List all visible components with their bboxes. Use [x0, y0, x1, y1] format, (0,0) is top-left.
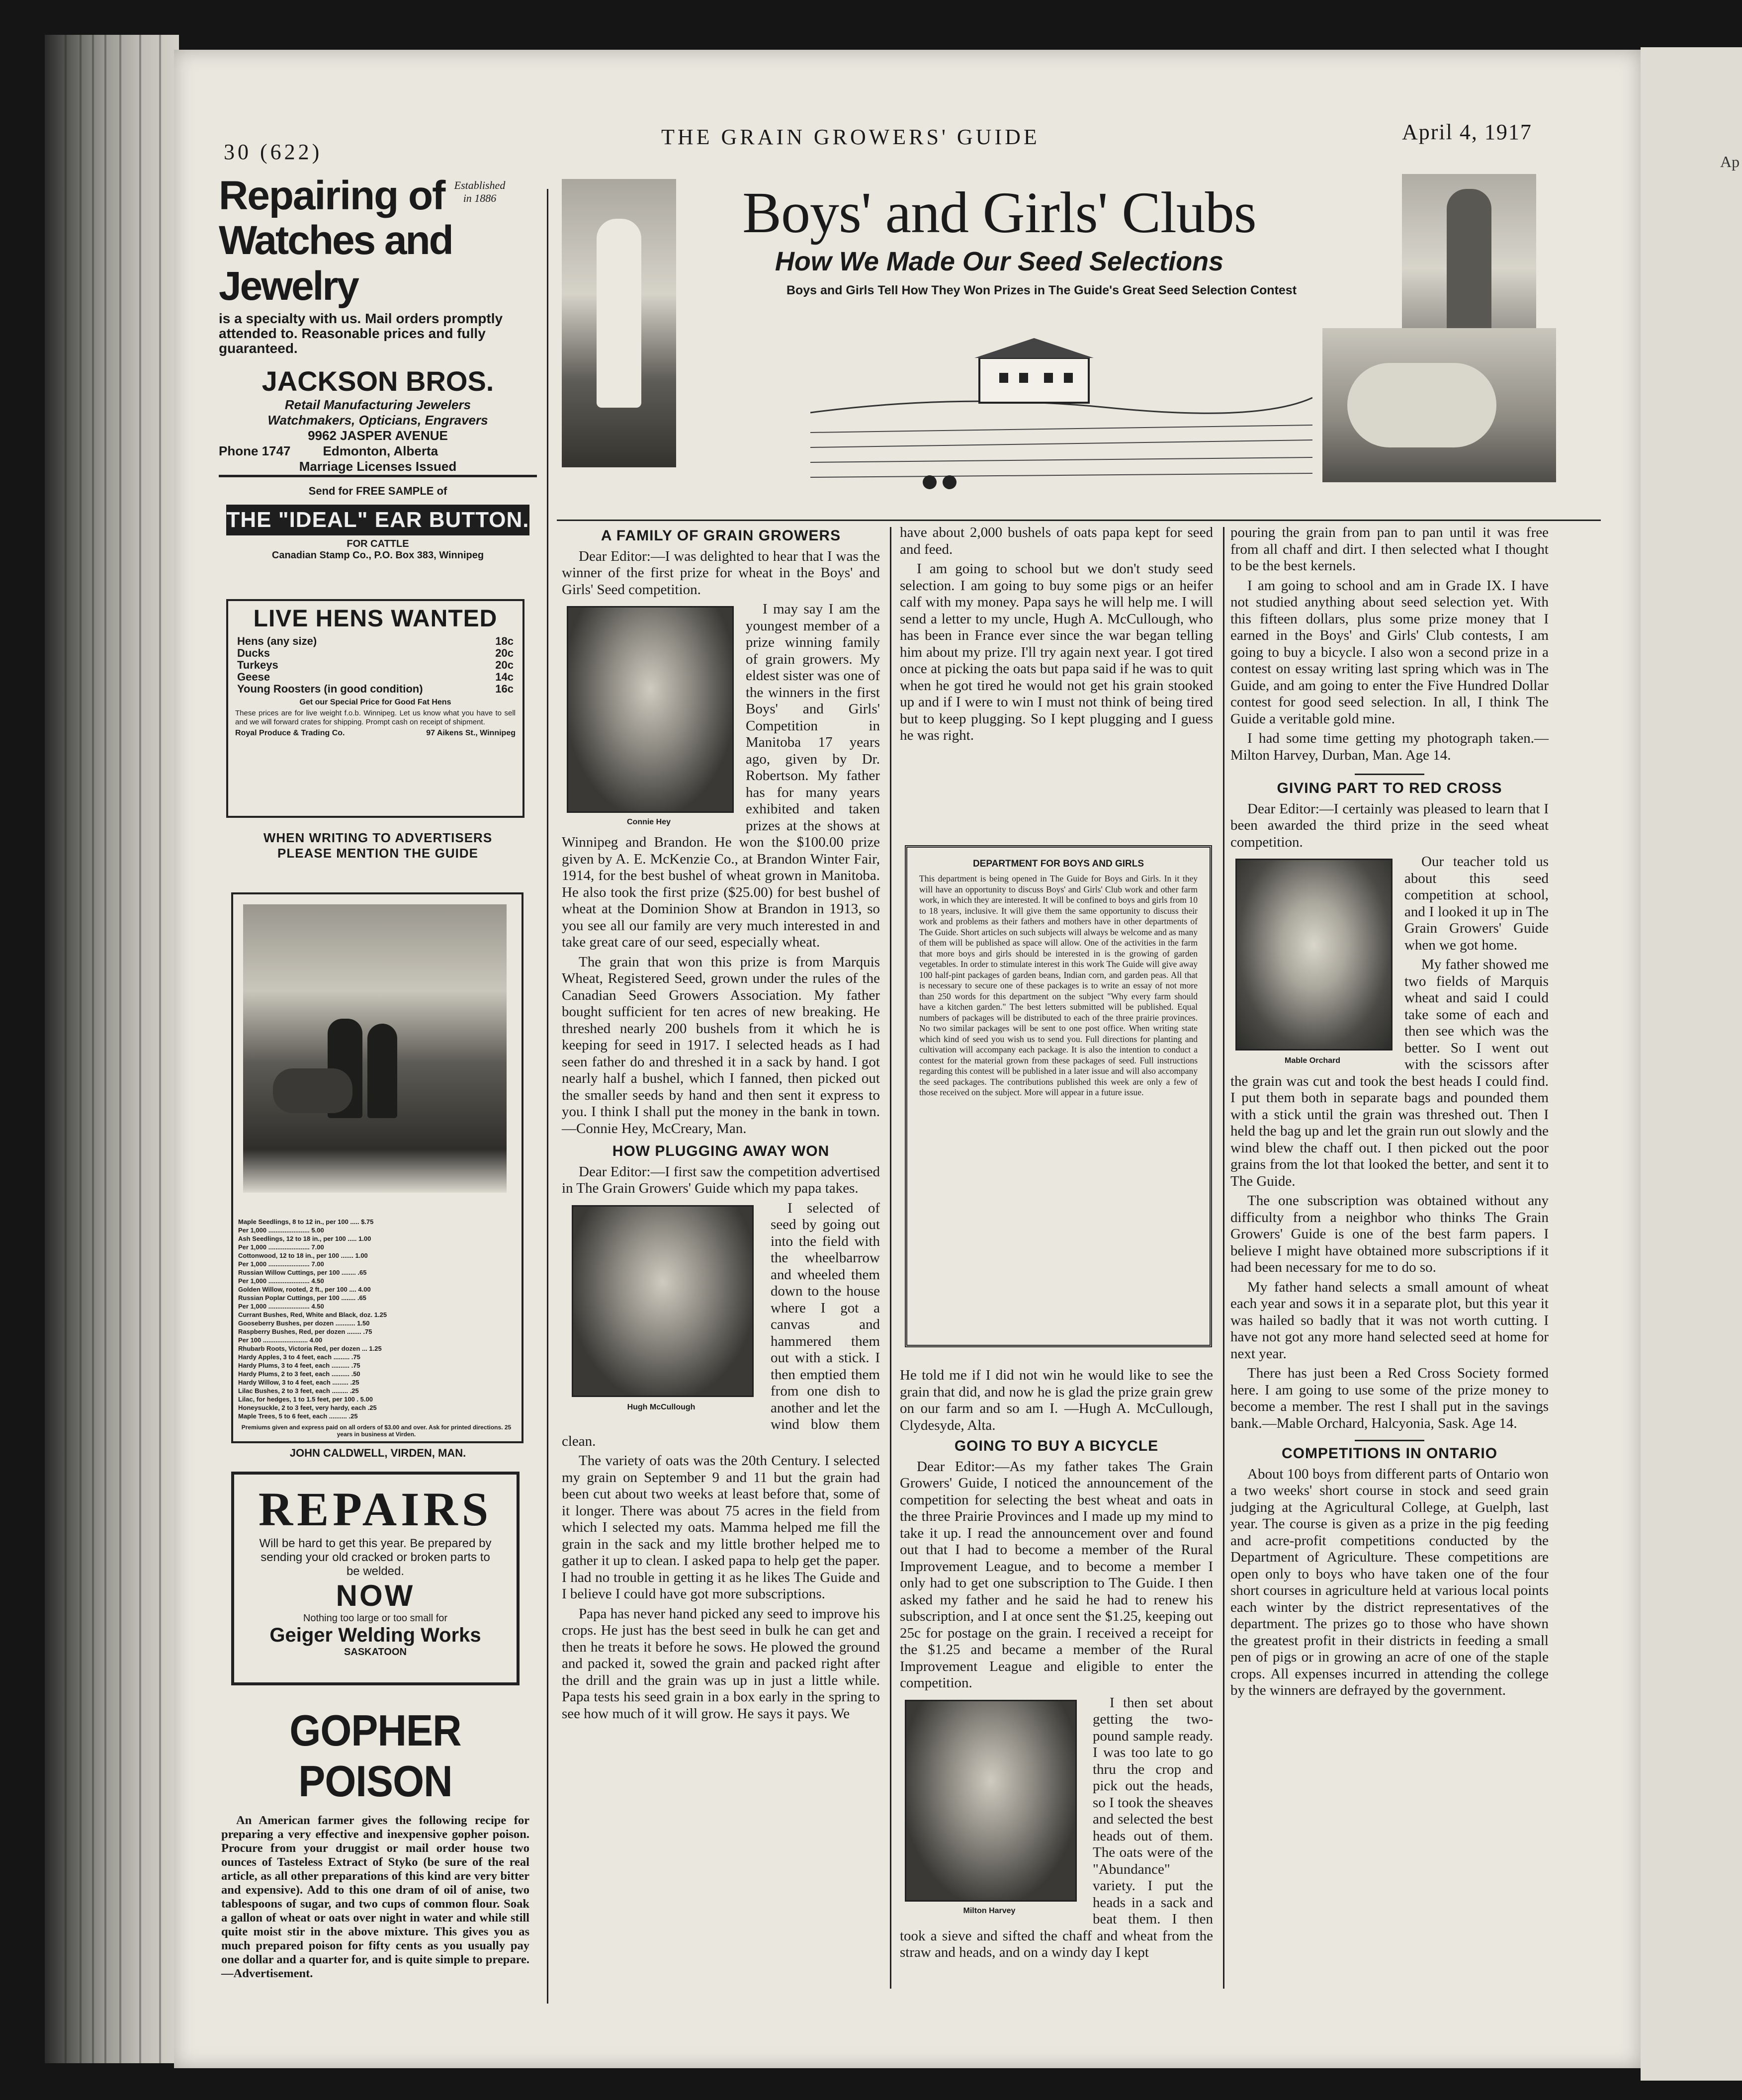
hugh-photo-frame	[562, 1205, 761, 1414]
masthead: THE GRAIN GROWERS' GUIDE	[661, 125, 1040, 149]
redcross-p2: Our teacher told us about this seed competition at school, and I looked it up in The Grain Growers' Guide when we got home.	[1404, 854, 1549, 953]
nursery-price-row: Currant Bushes, Red, White and Black, doz. 1.25	[238, 1311, 387, 1318]
hens-ad-special: Get our Special Price for Good Fat Hens	[299, 698, 451, 706]
pig-photo	[1322, 328, 1556, 482]
bicycle-p5: I had some time getting my photograph taken.—Milton Harvey, Durban, Man. Age 14.	[1230, 730, 1549, 763]
column-rule	[547, 189, 548, 2004]
nursery-price-row: Russian Poplar Cuttings, per 100 ........ .65	[238, 1294, 366, 1302]
repairs-ad-small: Nothing too large or too small for	[303, 1613, 448, 1624]
nursery-price-row: Maple Seedlings, 8 to 12 in., per 100 ..... $.75	[238, 1218, 374, 1225]
divider	[1355, 1440, 1424, 1441]
hens-price: 14c	[495, 671, 514, 683]
bicycle-p1: Dear Editor:—As my father takes The Grain Growers' Guide, I noticed the announcement of the competition for selecting the best wheat and oats in the three Prairie Provinces and I made up my mind to take it up. I read the announcement over and found out that I had to become a member of the Rural Improvement League, and to become a member I only had to get one subscription to The Guide. I then asked my father and he said he had to renew his subscription, and I at once sent the $1.25, keeping out 25c for postage on the grain. I received a receipt for the $1.25 and became a member of the Rural Improvement League and eligible to enter the competition.	[900, 1458, 1213, 1691]
nursery-price-row: Hardy Willow, 3 to 4 feet, each ......... .25	[238, 1379, 359, 1386]
jewelry-ad-title-1: Repairing of	[219, 173, 445, 218]
nursery-ad	[231, 892, 523, 1443]
mable-orchard-photo	[1235, 859, 1393, 1050]
plugging-p4: Papa has never hand picked any seed to improve his crops. He just has the best seed in bulk he can get and then he treats it before he sows. He plowed the ground and packed it, sowed the grain and packed right after the drill and the grain was up in just a little while. Papa tests his seed grain in a box early in the spring to see how much of it will grow. He says it pays. We	[562, 1605, 880, 1722]
jewelry-ad-established: Established in 1886	[454, 179, 506, 204]
hens-price: 16c	[495, 683, 514, 695]
girl-in-garden-photo	[562, 179, 676, 467]
nursery-price-row: Golden Willow, rooted, 2 ft., per 100 .... 4.00	[238, 1286, 371, 1293]
earbutton-ad-name: THE "IDEAL" EAR BUTTON.	[226, 505, 529, 535]
repairs-ad-title: REPAIRS	[258, 1483, 493, 1536]
article-bicycle	[900, 1367, 1213, 1964]
family-p1: Dear Editor:—I was delighted to hear that I was the winner of the first prize for wheat in the Boys' and Girls' Seed competition.	[562, 548, 880, 598]
nursery-price-row: Russian Willow Cuttings, per 100 ........ .65	[238, 1269, 367, 1276]
hens-item: Hens (any size)	[237, 635, 317, 647]
hens-ad	[226, 599, 524, 818]
ontario-p1: About 100 boys from different parts of Ontario won a two weeks' short course in stock and seed grain judging at the Agricultural College, at Guelph, last year. The course is given as a prize in the pig feeding and acre-profit competitions conducted by the Department of Agriculture. These competitions are open only to boys who have taken one of the four short courses in agriculture held at various local points each winter by the district representatives of the department. The prizes go to those who have shown the greatest profit in their districts in feeding a small pen of pigs or in growing an acre of one of the staple crops. All expenses incurred in attending the college by the winners are defrayed by the government.	[1230, 1466, 1549, 1698]
jewelry-ad-line-1: Retail Manufacturing Jewelers	[284, 397, 471, 412]
hens-item: Geese	[237, 671, 270, 683]
hens-price: 18c	[495, 635, 514, 647]
nursery-price-row: Ash Seedlings, 12 to 18 in., per 100 ..... 1.00	[238, 1235, 371, 1242]
redcross-p5: My father hand selects a small amount of wheat each year and sows it in a separate plot, but this year it was hailed so badly that it was not worth cutting. I have not got any more hand selected seed at home for next year.	[1230, 1279, 1549, 1362]
nursery-price-row: Lilac Bushes, 2 to 3 feet, each ......... .25	[238, 1387, 359, 1395]
department-headline: DEPARTMENT FOR BOYS AND GIRLS	[972, 859, 1144, 869]
earbutton-ad-for: FOR CATTLE	[347, 538, 409, 549]
nursery-price-row: Gooseberry Bushes, per dozen ........... 1.50	[238, 1319, 370, 1327]
department-body: This department is being opened in The Guide for Boys and Girls. In it they will have an opportunity to discuss Boys' and Girls' Club work and other farm work, in which they are interested. It will be confined to boys and girls from 10 to 18 years, inclusive. It will give them the same opportunity to discuss their work and problems as their fathers and mothers have in other departments of The Guide. Short articles on such subjects will always be welcome and as many of them will be published as space will allow. One of the activities in the farm that more boys and girls should be interested in is the growing of garden vegetables. In order to stimulate interest in this work The Guide will give away 100 half-pint packages of garden beans, Indian corn, and garden peas. All that is necessary to secure one of these packages is to write an essay of not more than 250 words for this department on the subject "Why every farm should have a kitchen garden." The best letters submitted will be published. Equal numbers of packages will be distributed to each of the three prairie provinces. No two similar packages will be sent to one post office. When writing state which kind of seed you wish us to send you. Full directions for planting and cultivation will accompany each package. It is also the intention to conduct a contest for the material grown from these packages of seed. Full instructions regarding this contest will be published in a later issue and will also accompany the seed packages. The contributions published this week are only a few of those received on the subject. More will appear in a future issue.	[919, 874, 1198, 1097]
facing-page-edge	[1641, 47, 1742, 2081]
hens-item: Young Roosters (in good condition)	[237, 683, 423, 695]
banner-title: Boys' and Girls' Clubs	[742, 180, 1256, 245]
caption-milton: Milton Harvey	[963, 1906, 1016, 1915]
plugging-p1: Dear Editor:—I first saw the competition advertised in The Grain Growers' Guide which my papa takes.	[562, 1163, 880, 1196]
hugh-mccullough-photo	[572, 1205, 754, 1397]
hens-price-list	[237, 635, 514, 695]
hens-price-row	[237, 659, 514, 671]
hens-price-row	[237, 671, 514, 683]
hens-price: 20c	[495, 659, 514, 671]
jewelry-ad-title-2: Watches and Jewelry	[219, 218, 452, 309]
caption-mable: Mable Orchard	[1284, 1056, 1341, 1065]
nursery-price-row: Hardy Apples, 3 to 4 feet, each ......... .75	[238, 1353, 360, 1361]
hens-ad-note: These prices are for live weight f.o.b. Winnipeg. Let us know what you have to sell and we will forward crates for shipping. Prompt cash on receipt of shipment.	[235, 709, 516, 726]
repairs-ad	[231, 1472, 520, 1685]
banner-rule	[557, 520, 1601, 521]
hens-price-row	[237, 635, 514, 647]
bicycle-p3: pouring the grain from pan to pan until it was free from all chaff and dirt. I then selected what I thought to be the best kernels.	[1230, 525, 1549, 574]
divider	[1355, 774, 1424, 775]
nursery-price-row: Lilac, for hedges, 1 to 1.5 feet, per 100 . 5.00	[238, 1396, 373, 1403]
department-for-boys-and-girls	[905, 845, 1212, 1347]
hens-ad-title: LIVE HENS WANTED	[253, 606, 498, 632]
hens-price: 20c	[495, 647, 514, 659]
banner-subtitle: How We Made Our Seed Selections	[775, 247, 1224, 276]
banner-tagline: Boys and Girls Tell How They Won Prizes in The Guide's Great Seed Selection Contest	[786, 283, 1297, 297]
boys-girls-banner	[562, 174, 1596, 522]
nursery-price-row: Hardy Plums, 2 to 3 feet, each .......... .50	[238, 1370, 360, 1378]
jewelry-ad	[219, 174, 537, 474]
milton-photo-frame	[900, 1700, 1084, 1919]
article-bicycle-continued	[1230, 525, 1549, 1702]
repairs-ad-city: SASKATOON	[344, 1647, 407, 1658]
issue-date: April 4, 1917	[1402, 120, 1532, 144]
article-plugging-continued	[900, 525, 1213, 747]
nursery-price-row: Per 1,000 ....................... 4.50	[238, 1277, 324, 1285]
hens-price-row	[237, 683, 514, 695]
nursery-price-row: Honeysuckle, 2 to 3 feet, very hardy, each .25	[238, 1404, 377, 1411]
page-number: 30 (622)	[224, 140, 323, 164]
gopher-ad	[221, 1705, 529, 1981]
hens-price-row	[237, 647, 514, 659]
article-family-of-grain-growers	[562, 525, 880, 1725]
bicycle-p4: I am going to school and am in Grade IX. I have not studied anything about seed selection yet. With this fifteen dollars, plus some prize money that I earned in the Boys' and Girls' Club contests, I am going to buy a bicycle. I also won a second prize in a contest on essay writing last spring which was in The Guide, and am going to enter the Five Hundred Dollar contest for good seed selection. In all, I think The Guide a veritable gold mine.	[1230, 577, 1549, 727]
book-spine	[45, 35, 179, 2063]
winter-deer-photo	[243, 904, 507, 1193]
facing-page-header: Ap	[1720, 153, 1740, 171]
connie-photo-frame	[562, 606, 736, 825]
connie-hey-photo	[567, 606, 734, 813]
redcross-p6: There has just been a Red Cross Society formed here. I am going to use some of the prize money to become a member. The rest I shall put in the savings bank.—Mable Orchard, Halcyonia, Sask. Age 14.	[1230, 1365, 1549, 1431]
headline-family: A FAMILY OF GRAIN GROWERS	[601, 527, 841, 544]
gopher-ad-title: GOPHER POISON	[289, 1706, 461, 1806]
bicycle-p2: I then set about getting the two-pound sample ready. I was too late to go thru the crop and pick out the heads, so I took the sheaves and selected the best heads out of them. The oats were of the "Abundance" variety. I put the heads in a sack and beat them. I then took a sieve and sifted the chaff and wheat from the straw and heads, and on a windy day I kept	[900, 1694, 1213, 1960]
caption-connie: Connie Hey	[626, 818, 671, 826]
repairs-ad-body: Will be hard to get this year. Be prepared by sending your old cracked or broken parts to be welded.	[259, 1537, 492, 1578]
earbutton-ad-address: Canadian Stamp Co., P.O. Box 383, Winnipeg	[271, 550, 484, 561]
jewelry-ad-line-3: 9962 JASPER AVENUE	[308, 428, 448, 443]
hens-ad-company: Royal Produce & Trading Co.	[235, 729, 345, 737]
headline-bicycle: GOING TO BUY A BICYCLE	[954, 1438, 1159, 1454]
nursery-ad-company: JOHN CALDWELL, VIRDEN, MAN.	[289, 1447, 466, 1459]
nursery-price-list	[238, 1218, 515, 1420]
headline-redcross: GIVING PART TO RED CROSS	[1277, 780, 1502, 796]
milton-harvey-photo	[905, 1700, 1077, 1902]
hens-item: Ducks	[237, 647, 270, 659]
nursery-price-row: Per 1,000 ....................... 4.50	[238, 1303, 324, 1310]
jewelry-ad-line-4: Phone 1747 Edmonton, Alberta	[219, 443, 438, 458]
redcross-p4: The one subscription was obtained without any difficulty from a neighbor who thinks The Grain Growers' Guide is one of the best farm papers. I believe I might have obtained more subscriptions if it had been necessary for me to do so.	[1230, 1193, 1549, 1275]
jewelry-ad-line-2: Watchmakers, Opticians, Engravers	[267, 413, 488, 428]
plugging-p6: I am going to school but we don't study seed selection. I am going to buy some pigs or an heifer calf with my money. Papa says he will help me. I will send a letter to my uncle, Hugh A. McCullough, who has been in France ever since the war began telling him about my prize. I'll try again next year. I got tired once at picking the oats but papa said if he was to quit when he got tired he would not get his grain stooked up and if I were to win I must not think of being tired but to keep plugging. So I kept plugging and I guess he was right.	[900, 561, 1213, 743]
newspaper-page	[174, 50, 1641, 2068]
mention-guide-line-1: WHEN WRITING TO ADVERTISERS	[263, 830, 493, 845]
hens-item: Turkeys	[237, 659, 278, 671]
caption-hugh: Hugh McCullough	[627, 1402, 696, 1411]
nursery-price-row: Raspberry Bushes, Red, per dozen ........ .75	[238, 1328, 372, 1335]
earbutton-ad	[219, 485, 537, 561]
family-p2: I may say I am the youngest member of a prize winning family of grain growers. My eldest sister was one of the winners in the first Boys' and Girls' Competition in Manitoba 17 years ago, given by Dr. Robertson. My father has for many years exhibited and taken prizes at the shows at Winnipeg and Brandon. He won the $100.00 prize given by A. E. McKenzie Co., at Brandon Winter Fair, 1914, for the best bushel of wheat grown in Manitoba. He also took the first prize ($25.00) for best bushel of wheat at the Dominion Show at Brandon in 1913, so you see all our family are very much interested in and take great care of our seed, especially wheat.	[562, 601, 880, 950]
nursery-ad-note: Premiums given and express paid on all orders of $3.00 and over. Ask for printed directions. 25 years in business at Virden.	[241, 1424, 512, 1438]
earbutton-ad-top: Send for FREE SAMPLE of	[308, 485, 447, 497]
farm-landscape-illustration	[810, 338, 1312, 497]
mention-guide-line-2: PLEASE MENTION THE GUIDE	[277, 846, 478, 861]
headline-ontario: COMPETITIONS IN ONTARIO	[1281, 1445, 1498, 1462]
headline-plugging: HOW PLUGGING AWAY WON	[612, 1143, 830, 1159]
jewelry-ad-line-5: Marriage Licenses Issued	[299, 459, 457, 474]
nursery-price-row: Per 1,000 ....................... 7.00	[238, 1243, 324, 1251]
divider	[219, 475, 537, 477]
nursery-price-row: Hardy Plums, 3 to 4 feet, each .......... .75	[238, 1362, 360, 1369]
column-rule	[1223, 527, 1224, 1989]
redcross-p3: My father showed me two fields of Marquis wheat and said I could take some of each and then see which was the better. So I went out with the scissors after the grain was cut and took the best heads I could find. I put them both in separate bags and pounded them with a stick until the grain was threshed out. Then I held the bag up and let the grain run out slowly and the wind blew the chaff out. I then picked out the poor grains from the lot that looked the better, and sent it to The Guide.	[1230, 957, 1549, 1189]
nursery-price-row: Per 1,000 ....................... 7.00	[238, 1260, 324, 1268]
gopher-ad-body: An American farmer gives the following recipe for preparing a very effective and inexpensive gopher poison. Procure from your druggist or mail order house two ounces of Tasteless Extract of Styko (be sure of the real article, as all other preparations of this kind are very bitter and expensive). Add to this one dram of oil of anise, two tablespoons of sugar, and two cups of common flour. Soak a gallon of wheat or oats over night in water and while still quite moist stir in the above mixture. This gives you as much prepared poison for fifty cents as you usually pay one dollar and a quarter for, and is quite simple to prepare.—Advertisement.	[221, 1814, 529, 1980]
jewelry-ad-company: JACKSON BROS.	[261, 365, 494, 397]
plugging-p2: I selected of seed by going out into the field with the wheelbarrow and wheeled them down to the house where I got a canvas and hammered them out with a stick. I then emptied them from one dish to another and let the wind blow them clean.	[562, 1200, 880, 1449]
nursery-price-row: Per 1,000 ....................... 5.00	[238, 1226, 324, 1234]
column-rule	[890, 527, 891, 1989]
nursery-price-row: Maple Trees, 5 to 6 feet, each .......... .25	[238, 1412, 358, 1420]
redcross-p1: Dear Editor:—I certainly was pleased to learn that I been awarded the third prize in the seed wheat competition.	[1230, 800, 1549, 850]
mable-photo-frame	[1230, 859, 1394, 1067]
plugging-p3: The variety of oats was the 20th Century. I selected my grain on September 9 and 11 but the grain had been cut about two weeks at least before that, some of it longer. There was about 75 acres in the field from which I selected my oats. Mamma helped me fill the grain in the sack and my little brother helped me to gather it up to clean. I asked papa to help get the paper. I had no trouble in getting it as he likes The Guide and I believe I could have got more subscriptions.	[562, 1453, 880, 1602]
plugging-p7: He told me if I did not win he would like to see the grain that did, and now he is glad the prize grain grew on our farm and so am I. —Hugh A. McCullough, Clydesyde, Alta.	[900, 1367, 1213, 1433]
plugging-p5: have about 2,000 bushels of oats papa kept for seed and feed.	[900, 525, 1213, 557]
jewelry-ad-body: is a specialty with us. Mail orders promptly attended to. Reasonable prices and fully guaranteed.	[219, 311, 503, 356]
repairs-ad-now: NOW	[336, 1579, 415, 1612]
nursery-price-row: Cottonwood, 12 to 18 in., per 100 ....... 1.00	[238, 1252, 368, 1259]
repairs-ad-company: Geiger Welding Works	[269, 1624, 481, 1646]
nursery-price-row: Rhubarb Roots, Victoria Red, per dozen ... 1.25	[238, 1345, 382, 1352]
mention-guide-ad	[219, 830, 537, 861]
nursery-price-row: Per 100 ......................... 4.00	[238, 1336, 323, 1344]
family-p3: The grain that won this prize is from Marquis Wheat, Registered Seed, grown under the rules of the Canadian Seed Growers Association. My father bought sufficient for ten acres of new breaking. He threshed nearly 200 bushels from it which he is keeping for seed in 1917. I selected heads as I had seen father do and threshed it in a sack by hand. I got nearly half a bushel, which I fanned, then picked out the smaller seeds by hand and then sent it express to you. I think I shall put the money in the bank in town.—Connie Hey, McCreary, Man.	[562, 954, 880, 1137]
hens-ad-address: 97 Aikens St., Winnipeg	[426, 729, 516, 737]
